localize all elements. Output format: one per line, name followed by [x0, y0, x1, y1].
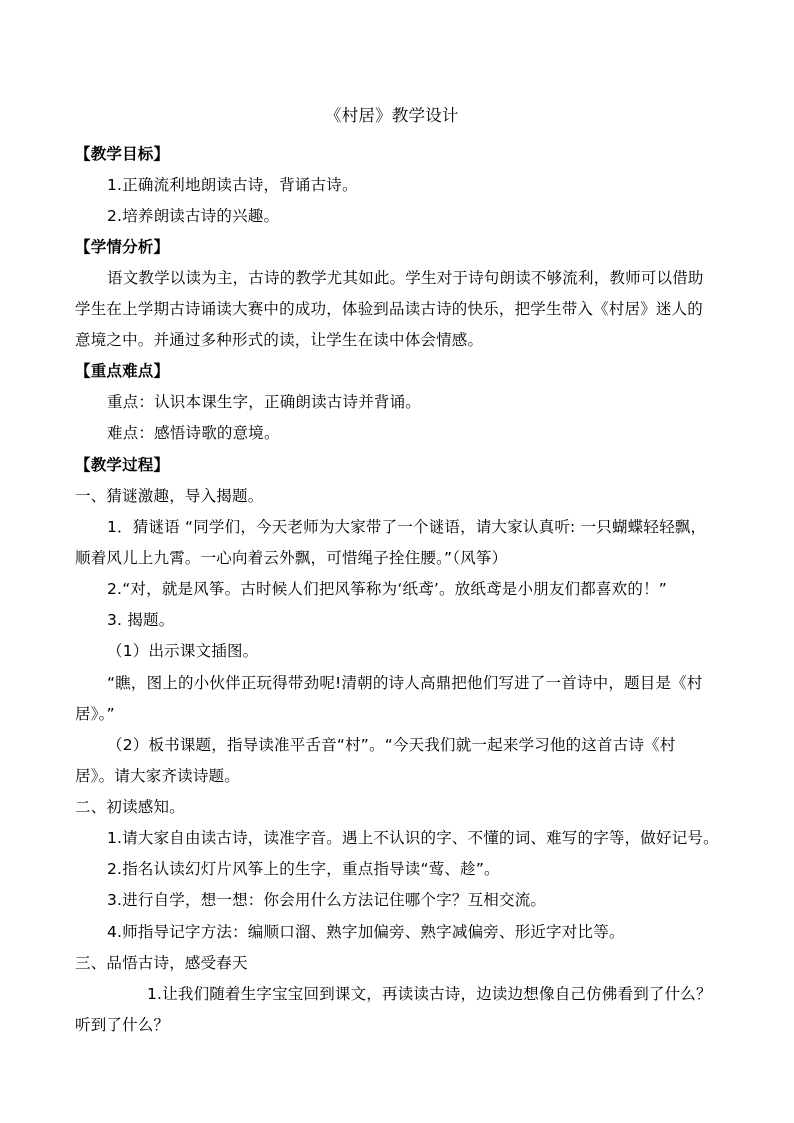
- process-part-3-heading: 三、品悟古诗，感受春天: [75, 954, 248, 972]
- reveal-title-line: 3. 揭题。: [107, 611, 175, 629]
- difficulty-line: 难点：感悟诗歌的意境。: [107, 424, 280, 442]
- section-heading-teaching-goals: 【教学目标】: [75, 145, 170, 163]
- section-heading-learner-analysis: 【学情分析】: [75, 238, 170, 256]
- kite-line: 2.“对，就是风筝。古时候人们把风筝称为‘纸鸢’。放纸鸢是小朋友们都喜欢的！”: [107, 580, 668, 598]
- goal-item-2: 2.培养朗读古诗的兴趣。: [107, 207, 280, 225]
- key-point-line: 重点：认识本课生字，正确朗读古诗并背诵。: [107, 393, 422, 411]
- first-reading-item-3: 3.进行自学，想一想：你会用什么方法记住哪个字？互相交流。: [107, 891, 547, 909]
- first-reading-item-4: 4.师指导记字方法：编顺口溜、熟字加偏旁、熟字减偏旁、形近字对比等。: [107, 923, 625, 941]
- section-heading-key-points: 【重点难点】: [75, 362, 170, 380]
- first-reading-item-2: 2.指名认读幻灯片风筝上的生字，重点指导读“莺、趁”。: [107, 860, 500, 878]
- analysis-paragraph-line-2: 学生在上学期古诗诵读大赛中的成功，体验到品读古诗的快乐，把学生带入《村居》迷人的: [75, 300, 704, 318]
- board-title-line-1: （2）板书课题，指导读准平舌音“村”。“今天我们就一起来学习他的这首古诗《村: [107, 736, 676, 754]
- illustration-speech-line-2: 居》。”: [75, 705, 115, 723]
- appreciation-item-1-line-1: 1.让我们随着生字宝宝回到课文，再读读古诗，边读边想像自己仿佛看到了什么？: [147, 985, 712, 1003]
- document-title: 《村居》教学设计: [325, 106, 459, 125]
- goal-item-1: 1.正确流利地朗读古诗，背诵古诗。: [107, 176, 358, 194]
- first-reading-item-1: 1.请大家自由读古诗，读准字音。遇上不认识的字、不懂的词、难写的字等，做好记号。: [107, 829, 719, 847]
- riddle-line-1: 1．猜谜语 “同学们，今天老师为大家带了一个谜语，请大家认真听: 一只蝴蝶轻轻飘，: [107, 518, 707, 536]
- analysis-paragraph-line-1: 语文教学以读为主，古诗的教学尤其如此。学生对于诗句朗读不够流利，教师可以借助: [107, 269, 704, 287]
- analysis-paragraph-line-3: 意境之中。并通过多种形式的读，让学生在读中体会情感。: [75, 331, 484, 349]
- section-heading-teaching-process: 【教学过程】: [75, 456, 170, 474]
- show-illustration-line: （1）出示课文插图。: [107, 642, 259, 660]
- process-part-1-heading: 一、猜谜激趣，导入揭题。: [75, 487, 264, 505]
- riddle-line-2: 顺着风儿上九霄。一心向着云外飘，可惜绳子拴住腰。”（风筝）: [75, 549, 508, 567]
- process-part-2-heading: 二、初读感知。: [75, 798, 185, 816]
- illustration-speech-line-1: “瞧，图上的小伙伴正玩得带劲呢!清朝的诗人高鼎把他们写进了一首诗中，题目是《村: [107, 674, 703, 692]
- board-title-line-2: 居》。请大家齐读诗题。: [75, 767, 240, 785]
- appreciation-item-1-line-2: 听到了什么？: [75, 1016, 170, 1034]
